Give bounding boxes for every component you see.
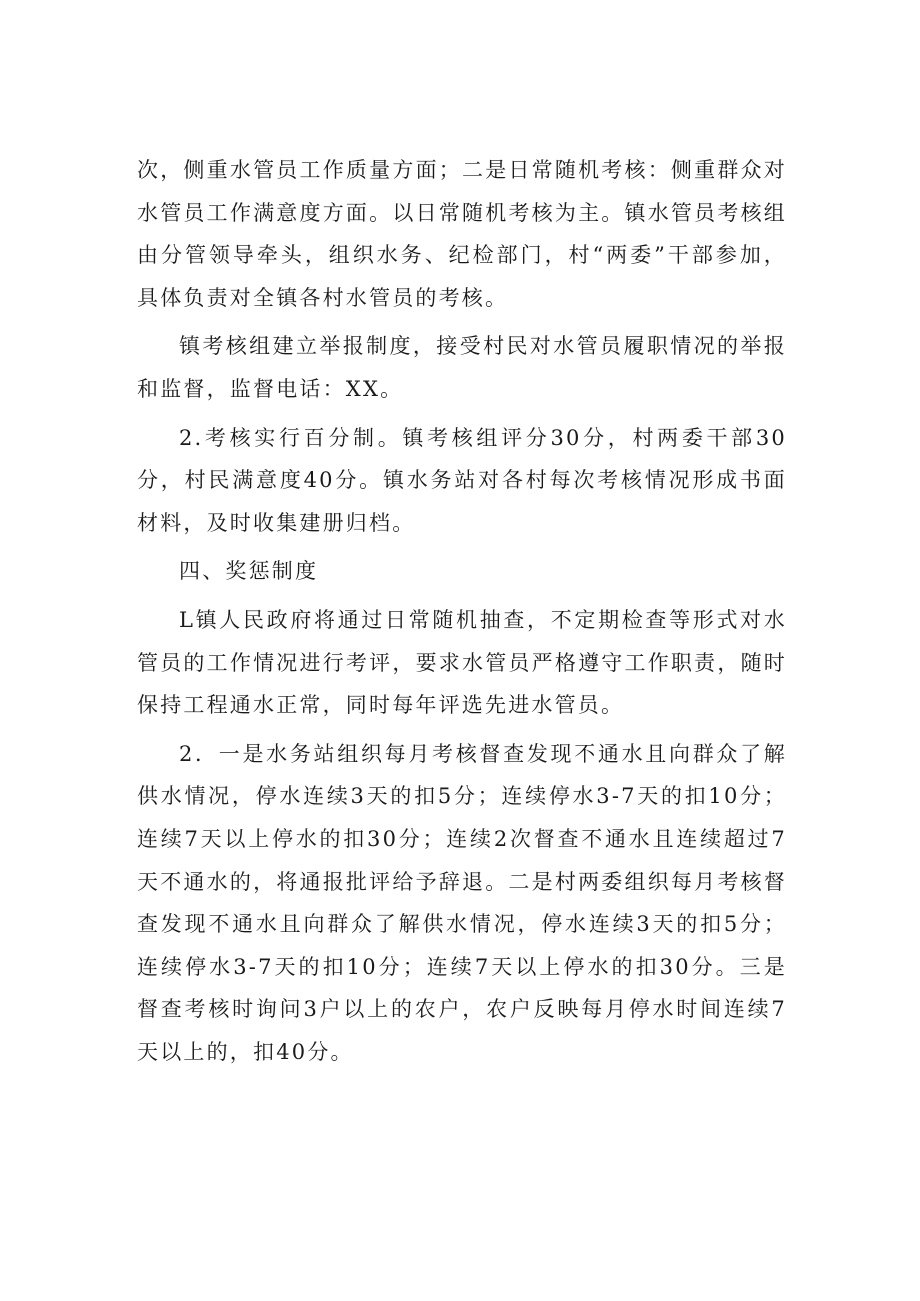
section-heading: 四、奖惩制度 — [179, 559, 319, 584]
document-body — [137, 149, 787, 1073]
paragraph-3: 2.考核实行百分制。镇考核组评分30分，村两委干部30分，村民满意度40分。镇水务站对各村每次考核情况形成书面材料，及时收集建册归档。 — [137, 425, 787, 535]
paragraph-6: 2．一是水务站组织每月考核督查发现不通水且向群众了解供水情况，停水连续3天的扣5分；连续停水3-7天的扣10分；连续7天以上停水的扣30分；连续2次督查不通水且连续超过7天不通水的，将通报批评给予辞退。二是村两委组织每月考核督查发现不通水且向群众了解供水情况，停水连续3天的扣5分；连续停水3-7天的扣10分；连续7天以上停水的扣30分。三是督查考核时询问3户以上的农户，农户反映每月停水时间连续7天以上的，扣40分。 — [137, 741, 787, 1064]
paragraph-1: 次，侧重水管员工作质量方面；二是日常随机考核：侧重群众对水管员工作满意度方面。以日常随机考核为主。镇水管员考核组由分管领导牵头，组织水务、纪检部门，村“两委”干部参加，具体负责对全镇各村水管员的考核。 — [137, 158, 787, 310]
paragraph-5: L镇人民政府将通过日常随机抽查，不定期检查等形式对水管员的工作情况进行考评，要求水管员严格遵守工作职责，随时保持工程通水正常，同时每年评选先进水管员。 — [137, 607, 787, 718]
paragraph-2: 镇考核组建立举报制度，接受村民对水管员履职情况的举报和监督，监督电话：XX。 — [137, 334, 787, 401]
